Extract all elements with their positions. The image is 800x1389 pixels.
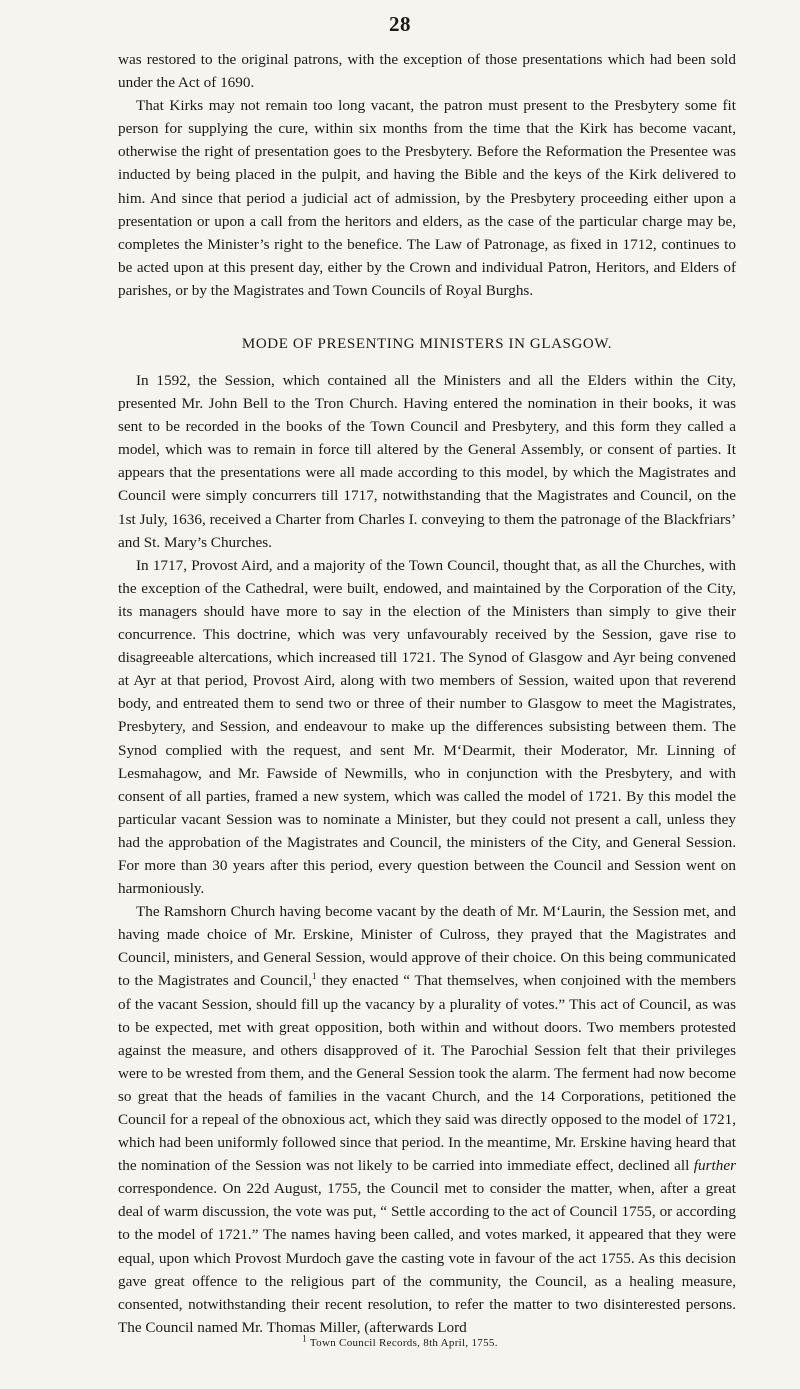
emphasized-word: further: [693, 1157, 736, 1175]
paragraph: In 1592, the Session, which contained all the Ministers and all the Elders within the City, presented Mr. John Bell to the Tron Church. Having entered the nomination in their books, it was sent to be recorded in the books of the Town Council and Presbytery, and this form they called a model, which was to remain in force till altered by the General Assembly, or consent of parties. It appears that the presentations were all made according to this model, by which the Magistrates and Council were simply concurrers till 1717, notwithstanding that the Magistrates and Council, on the 1st July, 1636, received a Charter from Charles I. conveying to them the patronage of the Blackfriars’ and St. Mary’s Churches.: [118, 372, 736, 551]
section-heading: MODE OF PRESENTING MINISTERS IN GLASGOW.: [241, 336, 613, 352]
footnote: [0, 1333, 800, 1349]
paragraph: was restored to the original patrons, with the exception of those presentations which had been sold under the Act of 1690.: [118, 51, 736, 92]
paragraph: In 1717, Provost Aird, and a majority of the Town Council, thought that, as all the Churches, with the exception of the Cathedral, were built, endowed, and maintained by the Corporation of the City, its managers should have more to say in the election of the Ministers than simply to give their concurrence. This doctrine, which was very unfavourably received by the Session, gave rise to disagreeable altercations, which increased till 1721. The Synod of Glasgow and Ayr being convened at Ayr at that period, Provost Aird, along with two members of Session, waited upon that reverend body, and entreated them to send two or three of their number to Glasgow to meet the Magistrates, Presbytery, and Session, and endeavour to make up the differences subsisting between them. The Synod complied with the request, and sent Mr. M‘Dearmit, their Moderator, Mr. Linning of Lesmahagow, and Mr. Fawside of Newmills, who in conjunction with the Presbytery, and with consent of all parties, framed a new system, which was called the model of 1721. By this model the particular vacant Session was to nominate a Minister, but they could not present a call, unless they had the approbation of the Magistrates and Council, the ministers of the City, and General Session. For more than 30 years after this period, every question between the Council and Session went on harmoniously.: [118, 556, 736, 898]
text-run: they enacted “ That themselves, when conjoined with the members of the vacant Session, should fill up the vacancy by a plurality of votes.” This act of Council, as was to be expected, met with great opposition, both within and without doors. Two members protested against the measure, and others disapproved of it. The Parochial Session felt that their privileges were to be wrested from them, and the General Session took the alarm. The ferment had now become so great that the heads of families in the vacant Church, and the 14 Corporations, petitioned the Council for a repeal of the obnoxious act, which they said was directly opposed to the model of 1721, which had been uniformly followed since that period. In the meantime, Mr. Erskine having heard that the nomination of the Session was not likely to be carried into immediate effect, declined all: [118, 972, 736, 1175]
text-run: The Ramshorn Church having become vacant by the death of Mr. M‘Laurin, the Session met, and having made choice of Mr. Erskine, Minister of Culross, they prayed that the Magistrates and Council, ministers, and General Session, would approve of their choice. On this being communicated to the Magistrates and Council,: [118, 903, 736, 990]
paragraph: [118, 900, 736, 1339]
footnote-reference: 1: [312, 971, 317, 982]
opening-text: [118, 48, 736, 302]
paragraph: That Kirks may not remain too long vacant, the patron must present to the Presbytery some fit person for supplying the cure, within six months from the time that the Kirk has become vacant, otherwise the right of presentation goes to the Presbytery. Before the Reformation the Presentee was inducted by being placed in the pulpit, and having the Bible and the keys of the Kirk delivered to him. And since that period a judicial act of admission, by the Presbytery proceeding either upon a presentation or upon a call from the heritors and elders, as the case of the particular charge may be, completes the Minister’s right to the benefice. The Law of Patronage, as fixed in 1712, continues to be acted upon at this present day, either by the Crown and individual Patron, Heritors, and Elders of parishes, or by the Magistrates and Town Councils of Royal Burghs.: [118, 97, 736, 299]
section-text: [118, 369, 736, 1339]
footnote-mark: 1: [302, 1333, 308, 1344]
text-run: correspondence. On 22d August, 1755, the Council met to consider the matter, when, after a great deal of warm discussion, the vote was put, “ Settle according to the act of Council 1755, or according to the model of 1721.” The names having been called, and votes marked, it appeared that they were equal, upon which Provost Murdoch gave the casting vote in favour of the act 1755. As this decision gave great offence to the religious part of the community, the Council, as a healing measure, consented, notwithstanding their recent resolution, to refer the matter to two disinterested persons. The Council named Mr. Thomas Miller, (afterwards Lord: [118, 1180, 736, 1336]
page-number: 28: [389, 12, 411, 36]
footnote-text: Town Council Records, 8th April, 1755.: [309, 1337, 498, 1349]
